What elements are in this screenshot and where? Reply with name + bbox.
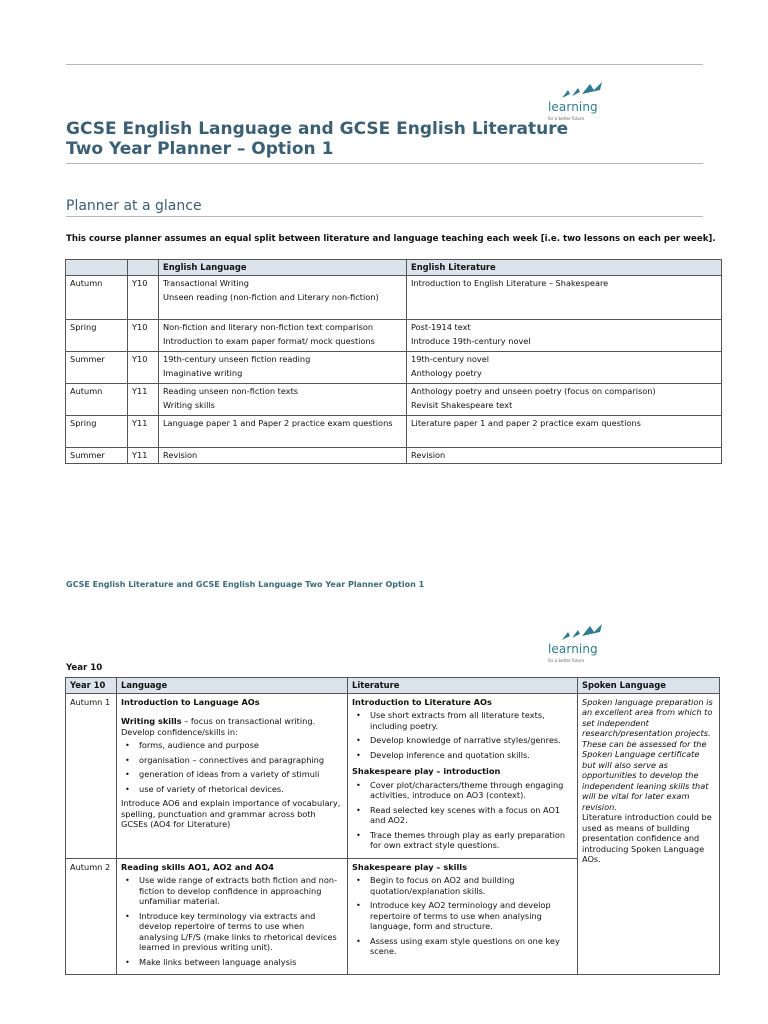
lit-bullet-list-2 xyxy=(352,780,573,851)
list-item: • Cover plot/characters/theme through engaging activities, introduce on AO3 (context). xyxy=(352,780,573,801)
glance-row xyxy=(66,319,722,351)
term-cell: Autumn 1 xyxy=(66,693,117,858)
list-item: • generation of ideas from a variety of stimuli xyxy=(121,769,343,780)
writing-skills-text: Writing skills – focus on transactional writing. Develop confidence/skills in: xyxy=(121,716,316,737)
year-cell: Y10 xyxy=(128,319,159,351)
term-cell: Autumn xyxy=(66,275,128,319)
list-item: • Introduce key terminology via extracts and develop repertoire of terms to use when analysing L/F/S (make links to rhetorical devices learned in previous writing unit). xyxy=(121,911,343,953)
literature-cell xyxy=(348,858,578,975)
list-item: • Read selected key scenes with a focus on AO1 and AO2. xyxy=(352,805,573,826)
year-cell: Y11 xyxy=(128,383,159,415)
literature-cell xyxy=(348,693,578,858)
title-line-2: Two Year Planner – Option 1 xyxy=(66,139,334,159)
list-item: • Develop knowledge of narrative styles/genres. xyxy=(352,735,573,746)
running-footer: GCSE English Literature and GCSE English Language Two Year Planner Option 1 xyxy=(66,580,425,589)
lit-heading: Shakespeare play – skills xyxy=(352,861,467,872)
lit-bullet-list xyxy=(352,875,573,957)
term-cell: Summer xyxy=(66,447,128,463)
term-cell: Autumn 2 xyxy=(66,858,117,975)
top-rule xyxy=(66,64,703,65)
literature-cell: Introduction to English Literature – Shakespeare xyxy=(407,275,722,319)
logo-word: learning xyxy=(548,642,598,656)
list-item: • Make links between language analysis xyxy=(121,957,343,968)
language-cell: 19th-century unseen fiction reading Imaginative writing xyxy=(159,351,407,383)
term-cell: Autumn xyxy=(66,383,128,415)
title-rule xyxy=(66,163,703,164)
col-literature: Literature xyxy=(348,678,578,694)
spoken-cell xyxy=(578,693,720,975)
list-item: • Introduce key AO2 terminology and develop repertoire of terms to use when analysing language, form and structure. xyxy=(352,900,573,932)
col-language: Language xyxy=(117,678,348,694)
birds-icon xyxy=(556,622,616,644)
list-item: • Use wide range of extracts both fiction and non-fiction to develop confidence in approaching unfamiliar material. xyxy=(121,875,343,907)
list-item: • Begin to focus on AO2 and building quotation/explanation skills. xyxy=(352,875,573,896)
language-cell: Language paper 1 and Paper 2 practice exam questions xyxy=(159,415,407,447)
lang-bullet-list xyxy=(121,740,343,794)
year10-table xyxy=(65,677,720,975)
lang-bullet-list xyxy=(121,875,343,967)
spoken-italic-text: Spoken language preparation is an excellent area from which to set independent research/presentation projects. These can be assessed for the Spoken Language certificate but will also serve as opportunities to develop the independent leaning skills that will be vital for later exam revision. xyxy=(582,696,713,812)
glance-table xyxy=(65,259,722,464)
year-10-label: Year 10 xyxy=(66,663,103,673)
glance-row xyxy=(66,447,722,463)
language-cell: Revision xyxy=(159,447,407,463)
glance-row xyxy=(66,351,722,383)
language-cell: Transactional Writing Unseen reading (non-fiction and Literary non-fiction) xyxy=(159,275,407,319)
list-item: • organisation – connectives and paragraphing xyxy=(121,755,343,766)
year-cell: Y11 xyxy=(128,447,159,463)
year-cell: Y11 xyxy=(128,415,159,447)
literature-cell: 19th-century novel Anthology poetry xyxy=(407,351,722,383)
glance-row xyxy=(66,275,722,319)
logo-tagline: for a better future xyxy=(548,658,585,663)
title-line-1: GCSE English Language and GCSE English Literature xyxy=(66,119,569,139)
logo-tagline: for a better future xyxy=(548,116,585,121)
lang-close-text: Introduce AO6 and explain importance of vocabulary, spelling, punctuation and grammar across both GCSEs (AO4 for Literature) xyxy=(121,798,341,829)
glance-row xyxy=(66,383,722,415)
section-heading: Planner at a glance xyxy=(66,198,202,214)
section-rule xyxy=(66,216,703,217)
list-item: • use of variety of rhetorical devices. xyxy=(121,784,343,795)
page-title xyxy=(66,119,568,159)
list-item: • Develop inference and quotation skills. xyxy=(352,750,573,761)
lit-bullet-list xyxy=(352,710,573,760)
col-spoken: Spoken Language xyxy=(578,678,720,694)
glance-col-term xyxy=(66,260,128,276)
glance-col-language: English Language xyxy=(159,260,407,276)
list-item: • forms, audience and purpose xyxy=(121,740,343,751)
intro-text: This course planner assumes an equal split between literature and language teaching each week [i.e. two lessons on each per week]. xyxy=(66,234,716,244)
spoken-plain-text: Literature introduction could be used as means of building presentation confidence and introducing Spoken Language AOs. xyxy=(582,812,712,864)
term-cell: Spring xyxy=(66,319,128,351)
term-cell: Summer xyxy=(66,351,128,383)
list-item: • Assess using exam style questions on one key scene. xyxy=(352,936,573,957)
list-item: • Use short extracts from all literature texts, including poetry. xyxy=(352,710,573,731)
language-cell xyxy=(117,693,348,858)
birds-icon xyxy=(556,80,616,102)
glance-header-row xyxy=(66,260,722,276)
language-cell: Reading unseen non-fiction texts Writing skills xyxy=(159,383,407,415)
year-cell: Y10 xyxy=(128,275,159,319)
year-cell: Y10 xyxy=(128,351,159,383)
literature-cell: Anthology poetry and unseen poetry (focus on comparison) Revisit Shakespeare text xyxy=(407,383,722,415)
literature-cell: Revision xyxy=(407,447,722,463)
col-year: Year 10 xyxy=(66,678,117,694)
row-autumn-1 xyxy=(66,693,720,858)
literature-cell: Literature paper 1 and paper 2 practice exam questions xyxy=(407,415,722,447)
lang-heading: Reading skills AO1, AO2 and AO4 xyxy=(121,861,274,872)
language-cell: Non-fiction and literary non-fiction text comparison Introduction to exam paper format/ mock questions xyxy=(159,319,407,351)
glance-col-year xyxy=(128,260,159,276)
lang-heading: Introduction to Language AOs xyxy=(121,696,260,707)
glance-row xyxy=(66,415,722,447)
glance-col-literature: English Literature xyxy=(407,260,722,276)
year10-header-row xyxy=(66,678,720,694)
lit-heading: Introduction to Literature AOs xyxy=(352,696,492,707)
lit-heading-2: Shakespeare play – introduction xyxy=(352,766,501,776)
literature-cell: Post-1914 text Introduce 19th-century novel xyxy=(407,319,722,351)
logo-word: learning xyxy=(548,100,598,114)
language-cell xyxy=(117,858,348,975)
list-item: • Trace themes through play as early preparation for own extract style questions. xyxy=(352,830,573,851)
term-cell: Spring xyxy=(66,415,128,447)
learning-logo-2 xyxy=(546,622,616,668)
